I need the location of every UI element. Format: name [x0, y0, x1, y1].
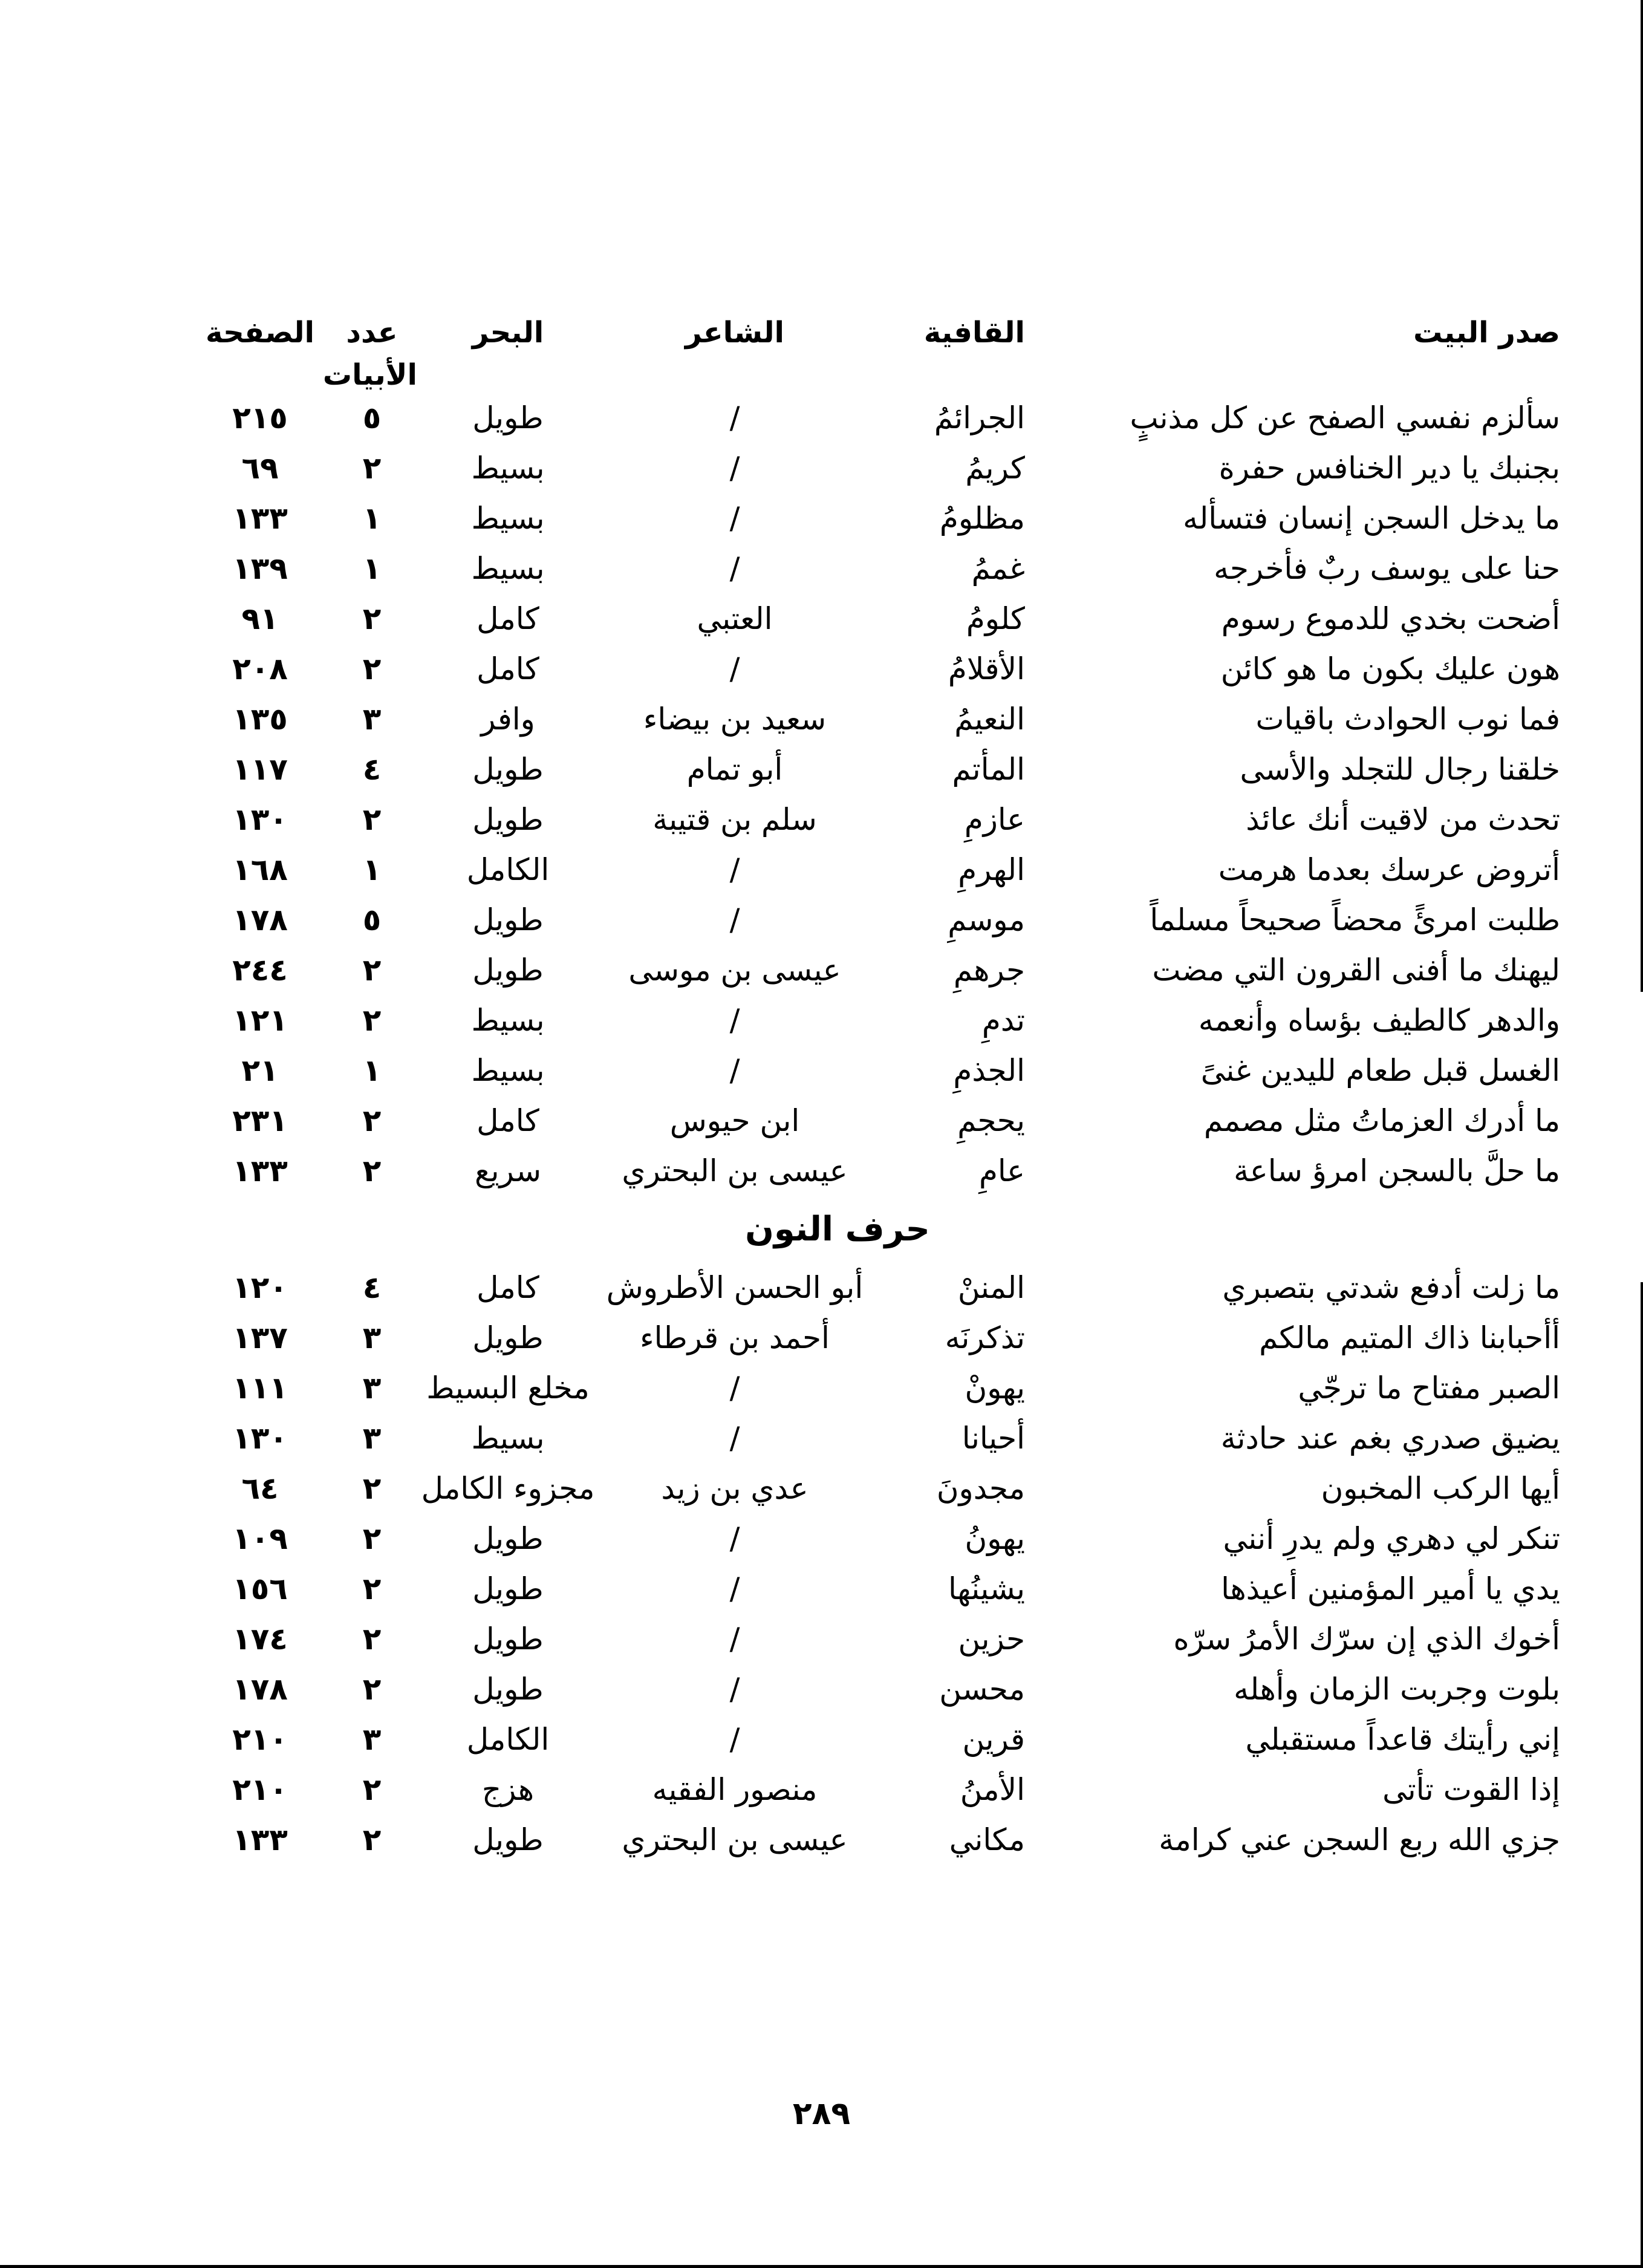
verse-text: خلقنا رجال للتجلد والأسى	[1240, 752, 1560, 787]
rhyme-cell: المننْ	[957, 1270, 1025, 1305]
rhyme-cell: مكاني	[949, 1822, 1025, 1857]
verse-count-cell: ٤	[362, 1270, 382, 1305]
rows-group-nun	[194, 1263, 1560, 1865]
meter-cell: مجزوء الكامل	[421, 1471, 595, 1506]
page-ref-cell: ١٧٤	[232, 1621, 288, 1657]
meter-cell: بسيط	[471, 451, 545, 486]
table-row	[194, 393, 1560, 443]
verse-count-cell: ٢	[362, 1822, 382, 1857]
verse-index-table	[194, 302, 1560, 1865]
page-ref-cell: ١٧٨	[232, 902, 288, 937]
rhyme-cell: يهونْ	[965, 1370, 1025, 1406]
rhyme-cell: جرهمِ	[953, 953, 1025, 988]
verse-text: تحدث من لاقيت أنك عائذ	[1246, 802, 1560, 837]
poet-cell: العتبي	[697, 601, 773, 636]
table-row	[194, 1146, 1560, 1196]
table-row	[194, 644, 1560, 694]
page-ref-cell: ١٣٥	[232, 702, 288, 737]
meter-cell: الكامل	[466, 852, 550, 887]
rhyme-cell: يهونُ	[965, 1521, 1025, 1556]
verse-text: حنا على يوسف ربٌ فأخرجه	[1214, 551, 1560, 586]
poet-cell: عدي بن زيد	[661, 1471, 808, 1506]
page-ref-cell: ١٠٩	[232, 1521, 288, 1556]
rhyme-cell: غممُ	[971, 551, 1025, 586]
poet-cell: /	[729, 852, 740, 887]
rhyme-cell: تذكرنَه	[945, 1320, 1025, 1355]
poet-cell: أحمد بن قرطاء	[640, 1320, 830, 1355]
rhyme-cell: محسن	[939, 1672, 1025, 1707]
page-ref-cell: ٢١٥	[232, 400, 288, 435]
verse-count-cell: ٢	[362, 451, 382, 486]
meter-cell: طويل	[472, 1621, 544, 1657]
table-row	[194, 1096, 1560, 1146]
verse-count-cell: ٢	[362, 651, 382, 686]
header-meter: البحر	[472, 316, 544, 350]
meter-cell: وافر	[481, 702, 535, 737]
verse-count-cell: ١	[362, 501, 382, 536]
table-header-row	[194, 302, 1560, 393]
poet-cell: /	[729, 1053, 740, 1088]
poet-cell: منصور الفقيه	[652, 1772, 818, 1807]
poet-cell: عيسى بن موسى	[628, 953, 841, 988]
poet-cell: أبو تمام	[686, 752, 783, 787]
verse-text: جزي الله ربع السجن عني كرامة	[1159, 1822, 1560, 1857]
rhyme-cell: الجرائمُ	[934, 400, 1025, 435]
rhyme-cell: كلومُ	[966, 601, 1025, 636]
page-ref-cell: ١٦٨	[232, 852, 288, 887]
table-row	[194, 795, 1560, 845]
meter-cell: هزج	[481, 1772, 535, 1807]
page-ref-cell: ١٥٦	[232, 1571, 288, 1606]
table-row	[194, 1514, 1560, 1564]
page-ref-cell: ١٣٩	[232, 551, 288, 586]
page-edge-line	[0, 2265, 1643, 2268]
meter-cell: مخلع البسيط	[426, 1370, 590, 1406]
table-row	[194, 945, 1560, 996]
table-row	[194, 694, 1560, 745]
table-row	[194, 544, 1560, 594]
verse-count-cell: ٢	[362, 1153, 382, 1188]
verse-text: ما أدرك العزماتُ مثل مصمم	[1203, 1103, 1560, 1138]
verse-count-cell: ٢	[362, 1621, 382, 1657]
verse-count-cell: ٢	[362, 601, 382, 636]
rhyme-cell: المأتم	[952, 752, 1025, 787]
page-ref-cell: ١٢١	[232, 1003, 288, 1038]
poet-cell: /	[729, 902, 740, 937]
table-row	[194, 845, 1560, 895]
table-row	[194, 1664, 1560, 1715]
verse-text: تنكر لي دهري ولم يدرِ أنني	[1223, 1521, 1560, 1556]
rhyme-cell: عامِ	[978, 1153, 1025, 1188]
page-ref-cell: ١٣٣	[232, 1153, 288, 1188]
table-row	[194, 1313, 1560, 1363]
meter-cell: طويل	[472, 400, 544, 435]
verse-count-cell: ٥	[362, 902, 382, 937]
header-rhyme: القافية	[923, 316, 1025, 350]
verse-count-cell: ١	[362, 551, 382, 586]
poet-cell: /	[729, 1621, 740, 1657]
page-ref-cell: ٢٠٨	[232, 651, 288, 686]
table-row	[194, 1464, 1560, 1514]
verse-count-cell: ٢	[362, 1571, 382, 1606]
header-page: الصفحة	[205, 316, 315, 350]
page-ref-cell: ١١٧	[232, 752, 288, 787]
rhyme-cell: قرين	[962, 1722, 1025, 1757]
page-ref-cell: ٦٩	[241, 451, 279, 486]
rhyme-cell: الجذمِ	[953, 1053, 1025, 1088]
rhyme-cell: يحجمِ	[957, 1103, 1025, 1138]
verse-count-cell: ٣	[362, 1370, 382, 1406]
meter-cell: طويل	[472, 1320, 544, 1355]
meter-cell: بسيط	[471, 1003, 545, 1038]
table-row	[194, 494, 1560, 544]
header-poet: الشاعر	[685, 316, 784, 350]
verse-text: يضيق صدري بغم عند حادثة	[1220, 1421, 1560, 1456]
rhyme-cell: موسمِ	[948, 902, 1025, 937]
page-ref-cell: ١٣٠	[232, 802, 288, 837]
rhyme-cell: مجدونَ	[936, 1471, 1025, 1506]
poet-cell: /	[729, 1571, 740, 1606]
verse-count-cell: ٢	[362, 1521, 382, 1556]
page-ref-cell: ٢١	[241, 1053, 279, 1088]
page-ref-cell: ١١١	[232, 1370, 288, 1406]
poet-cell: عيسى بن البحتري	[622, 1822, 848, 1857]
table-row	[194, 1363, 1560, 1413]
header-verse-count: عدد الأبيات	[322, 316, 417, 392]
verse-count-cell: ٢	[362, 1471, 382, 1506]
verse-text: سألزم نفسي الصفح عن كل مذنبٍ	[1130, 400, 1560, 435]
table-row	[194, 1413, 1560, 1464]
page-ref-cell: ٢١٠	[232, 1722, 288, 1757]
meter-cell: طويل	[472, 902, 544, 937]
rows-group-mim	[194, 393, 1560, 1196]
poet-cell: /	[729, 1370, 740, 1406]
table-row	[194, 1765, 1560, 1815]
meter-cell: طويل	[472, 802, 544, 837]
meter-cell: كامل	[477, 651, 539, 686]
rhyme-cell: يشينُها	[948, 1571, 1025, 1606]
meter-cell: بسيط	[471, 1421, 545, 1456]
verse-text: أأحبابنا ذاك المتيم مالكم	[1259, 1320, 1560, 1355]
page-ref-cell: ٢١٠	[232, 1772, 288, 1807]
meter-cell: سريع	[474, 1153, 541, 1188]
verse-count-cell: ٣	[362, 1320, 382, 1355]
poet-cell: أبو الحسن الأطروش	[606, 1270, 864, 1305]
poet-cell: /	[729, 400, 740, 435]
verse-count-cell: ٢	[362, 802, 382, 837]
verse-text: إذا القوت تأتى	[1382, 1772, 1560, 1807]
section-title-text: حرف النون	[745, 1210, 930, 1249]
table-row	[194, 996, 1560, 1046]
poet-cell: سعيد بن بيضاء	[643, 702, 827, 737]
poet-cell: /	[729, 451, 740, 486]
verse-count-cell: ٢	[362, 1672, 382, 1707]
verse-text: إني رأيتك قاعداً مستقبلي	[1245, 1722, 1560, 1757]
verse-count-cell: ٢	[362, 1772, 382, 1807]
page-edge-line	[1641, 0, 1643, 992]
header-verse: صدر البيت	[1413, 316, 1560, 350]
table-row	[194, 745, 1560, 795]
section-title	[194, 1196, 1560, 1263]
rhyme-cell: النعيمُ	[954, 702, 1025, 737]
meter-cell: بسيط	[471, 501, 545, 536]
poet-cell: /	[729, 651, 740, 686]
poet-cell: /	[729, 1672, 740, 1707]
meter-cell: بسيط	[471, 1053, 545, 1088]
table-row	[194, 443, 1560, 494]
meter-cell: كامل	[477, 1270, 539, 1305]
rhyme-cell: الأمنُ	[960, 1772, 1025, 1807]
table-row	[194, 1715, 1560, 1765]
verse-text: أخوك الذي إن سرّك الأمرُ سرّه	[1173, 1621, 1560, 1657]
rhyme-cell: الأقلامُ	[948, 651, 1025, 686]
verse-text: ما يدخل السجن إنسان فتسأله	[1183, 501, 1560, 536]
verse-count-cell: ٣	[362, 702, 382, 737]
verse-text: الغسل قبل طعام لليدين غنىً	[1200, 1053, 1560, 1088]
verse-text: هون عليك بكون ما هو كائن	[1220, 651, 1560, 686]
table-row	[194, 1263, 1560, 1313]
meter-cell: الكامل	[466, 1722, 550, 1757]
poet-cell: /	[729, 1722, 740, 1757]
table-row	[194, 1815, 1560, 1865]
poet-cell: /	[729, 501, 740, 536]
poet-cell: عيسى بن البحتري	[622, 1153, 848, 1188]
verse-text: يدي يا أمير المؤمنين أعيذها	[1221, 1571, 1560, 1606]
table-row	[194, 1614, 1560, 1664]
page-ref-cell: ٢٤٤	[232, 953, 288, 988]
poet-cell: سلم بن قتيبة	[652, 802, 817, 837]
meter-cell: كامل	[477, 1103, 539, 1138]
meter-cell: كامل	[477, 601, 539, 636]
verse-count-cell: ١	[362, 852, 382, 887]
poet-cell: ابن حيوس	[669, 1103, 800, 1138]
verse-count-cell: ٣	[362, 1722, 382, 1757]
meter-cell: طويل	[472, 1822, 544, 1857]
verse-text: أتروض عرسك بعدما هرمت	[1218, 852, 1560, 887]
verse-text: ما زلت أدفع شدتي بتصبري	[1222, 1270, 1560, 1305]
verse-text: والدهر كالطيف بؤساه وأنعمه	[1198, 1003, 1560, 1038]
verse-count-cell: ٢	[362, 1103, 382, 1138]
poet-cell: /	[729, 1003, 740, 1038]
page-ref-cell: ١٧٨	[232, 1672, 288, 1707]
rhyme-cell: عازمِ	[964, 802, 1025, 837]
rhyme-cell: كريمُ	[965, 451, 1025, 486]
table-row	[194, 594, 1560, 644]
poet-cell: /	[729, 1421, 740, 1456]
verse-count-cell: ٤	[362, 752, 382, 787]
page-ref-cell: ١٣٣	[232, 1822, 288, 1857]
verse-count-cell: ٣	[362, 1421, 382, 1456]
table-row	[194, 895, 1560, 945]
page-ref-cell: ٦٤	[241, 1471, 279, 1506]
rhyme-cell: الهرمِ	[958, 852, 1025, 887]
rhyme-cell: تدمِ	[981, 1003, 1025, 1038]
poet-cell: /	[729, 1521, 740, 1556]
page-ref-cell: ١٣٧	[232, 1320, 288, 1355]
meter-cell: طويل	[472, 752, 544, 787]
verse-text: فما نوب الحوادث باقيات	[1255, 702, 1560, 737]
page-ref-cell: ٩١	[241, 601, 279, 636]
meter-cell: بسيط	[471, 551, 545, 586]
page-ref-cell: ١٢٠	[232, 1270, 288, 1305]
verse-text: طلبت امرئً محضاً صحيحاً مسلماً	[1150, 902, 1560, 937]
meter-cell: طويل	[472, 1571, 544, 1606]
verse-count-cell: ٢	[362, 953, 382, 988]
page-ref-cell: ١٣٠	[232, 1421, 288, 1456]
verse-text: الصبر مفتاح ما ترجّي	[1298, 1370, 1560, 1406]
rhyme-cell: أحيانا	[961, 1421, 1025, 1456]
verse-count-cell: ٥	[362, 400, 382, 435]
verse-text: أيها الركب المخبون	[1321, 1471, 1560, 1506]
verse-text: بجنبك يا دير الخنافس حفرة	[1218, 451, 1560, 486]
verse-text: ما حلَّ بالسجن امرؤ ساعة	[1234, 1153, 1560, 1188]
verse-count-cell: ٢	[362, 1003, 382, 1038]
page-ref-cell: ٢٣١	[232, 1103, 288, 1138]
rhyme-cell: مظلومُ	[939, 501, 1025, 536]
meter-cell: طويل	[472, 1521, 544, 1556]
meter-cell: طويل	[472, 953, 544, 988]
meter-cell: طويل	[472, 1672, 544, 1707]
poet-cell: /	[729, 551, 740, 586]
verse-text: بلوت وجربت الزمان وأهله	[1234, 1672, 1560, 1707]
rhyme-cell: حزين	[958, 1621, 1025, 1657]
verse-text: ليهنك ما أفنى القرون التي مضت	[1152, 953, 1560, 988]
page-ref-cell: ١٣٣	[232, 501, 288, 536]
verse-count-cell: ١	[362, 1053, 382, 1088]
table-row	[194, 1046, 1560, 1096]
page-number: ٢٨٩	[792, 2096, 851, 2132]
table-row	[194, 1564, 1560, 1614]
verse-text: أضحت بخدي للدموع رسوم	[1221, 601, 1560, 636]
